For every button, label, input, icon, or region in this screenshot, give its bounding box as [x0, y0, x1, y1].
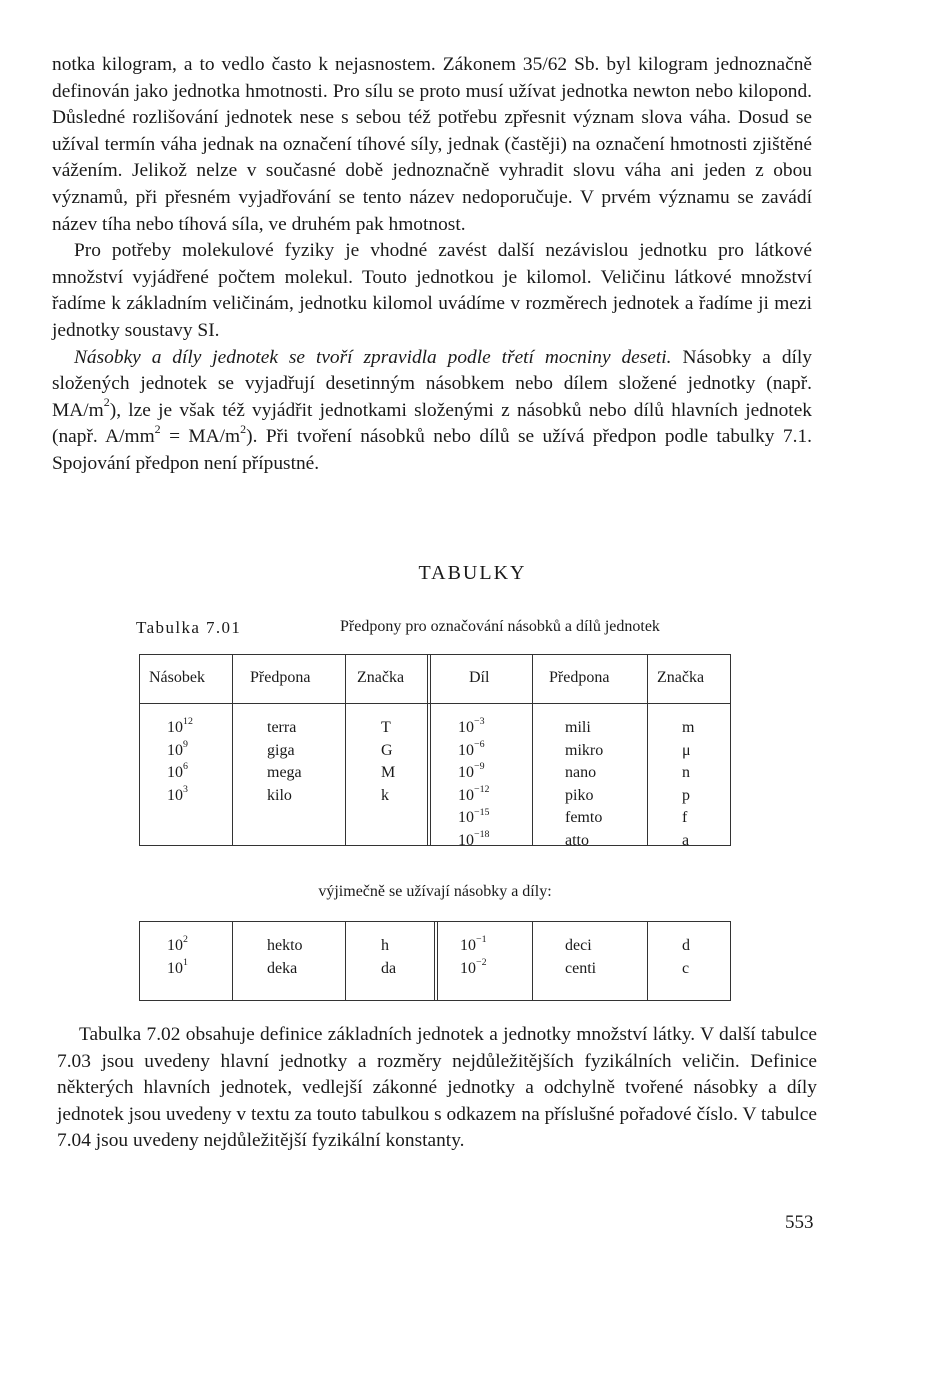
power-base: 10 — [458, 831, 474, 849]
table-cell — [167, 717, 193, 740]
table-cell — [167, 935, 188, 958]
paragraph-3-part-d: ). Při tvoření násobků nebo dílů se užívá předpon podle tabulky 7.1. Spojování předpon není přípustné. — [52, 426, 812, 474]
paragraph-2: Pro potřeby molekulové fyziky je vhodné zavést další nezávislou jednotku pro látkové množství vyjádřené počtem molekul. Touto jednotkou je kilomol. Veličinu látkové množství řadíme k základním veličinám, jednotku kilomol uvádíme v rozměrech jednotek a řadíme ji mezi jednotky soustavy SI. — [52, 240, 812, 341]
table-cell: giga — [267, 741, 295, 759]
table-label: Tabulka 7.01 — [136, 618, 242, 637]
power-exponent: 3 — [183, 783, 188, 795]
header-predpona-multiples: Předpona — [250, 669, 311, 686]
table-cell — [167, 762, 193, 785]
power-base: 10 — [458, 764, 474, 782]
superscript: 2 — [103, 395, 110, 410]
exception-multiples-powers — [167, 935, 188, 980]
table-cell: μ — [682, 741, 691, 759]
header-predpona-fractions: Předpona — [549, 669, 610, 686]
paragraph-3-italic: Násobky a díly jednotek se tvoří zpravidla podle třetí mocniny deseti. — [74, 346, 672, 368]
power-base: 10 — [167, 764, 183, 782]
superscript: 2 — [154, 422, 161, 437]
power-exponent: −12 — [474, 783, 490, 795]
exception-fractions-prefixes — [565, 935, 596, 980]
table-cell: deci — [565, 937, 592, 954]
header-znacka-fractions: Značka — [657, 669, 705, 686]
table-cell: piko — [565, 786, 594, 804]
table-cell — [167, 740, 193, 763]
table-cell — [460, 958, 487, 981]
table-cell: hekto — [267, 937, 303, 954]
table-cell: h — [381, 937, 389, 954]
body-text-top — [52, 52, 812, 478]
table-cell: centi — [565, 959, 597, 977]
table-cell — [167, 785, 193, 808]
table-cell — [458, 762, 490, 785]
exception-multiples-prefixes — [267, 935, 303, 980]
power-base: 10 — [460, 937, 476, 954]
table-cell: femto — [565, 809, 603, 827]
power-exponent: −15 — [474, 806, 490, 818]
paragraph-3-part-b: ), lze je však též vyjádřit jednotkami složenými z násobků nebo dílů hlavních jednotek (např. A/mm — [52, 399, 812, 448]
table-cell: T — [381, 719, 391, 736]
exception-note: výjimečně se užívají násobky a díly: — [318, 883, 552, 900]
paragraph-3-part-c: = MA/m — [160, 426, 241, 448]
table-cell — [458, 717, 490, 740]
table-cell: c — [682, 959, 690, 977]
table-cell: n — [682, 764, 690, 782]
table-cell: da — [381, 959, 397, 977]
power-exponent: −3 — [474, 716, 485, 728]
paragraph-3-part-a: Násobky a díly složených jednotek se vyjadřují desetinným násobkem nebo dílem složené jednotky (např. MA/m — [52, 346, 812, 421]
table-cell: k — [381, 786, 389, 804]
fractions-symbols — [682, 717, 694, 853]
table-cell — [458, 830, 490, 853]
table-cell — [460, 935, 487, 958]
table-cell — [458, 807, 490, 830]
fractions-powers — [458, 717, 490, 853]
table-cell: atto — [565, 831, 589, 849]
prefix-table — [139, 654, 731, 1001]
power-base: 10 — [458, 809, 474, 827]
table-cell: mili — [565, 719, 591, 736]
multiples-powers — [167, 717, 193, 807]
table-cell: f — [682, 809, 688, 827]
power-exponent: −2 — [476, 956, 487, 968]
power-exponent: 6 — [183, 761, 188, 773]
power-base: 10 — [458, 786, 474, 804]
power-base: 10 — [167, 786, 183, 804]
paragraph-4: Tabulka 7.02 obsahuje definice základních jednotek a jednotky množství látky. V další tabulce 7.03 jsou uvedeny hlavní jednotky a rozměry nejdůležitějších fyzikálních veličin. Definice některých hlavních jednotek, vedlejší zákonné jednotky a odchylně tvořené násobky a díly jednotek jsou uvedeny v textu za touto tabulkou s odkazem na příslušné pořadové číslo. V tabulce 7.04 jsou uvedeny nejdůležitější fyzikální konstanty. — [57, 1024, 817, 1152]
section-title: TABULKY — [418, 562, 527, 584]
table-cell: nano — [565, 764, 597, 782]
table-cell: terra — [267, 719, 297, 736]
table-cell — [458, 740, 490, 763]
table-cell: d — [682, 937, 690, 954]
superscript: 2 — [240, 422, 247, 437]
power-base: 10 — [458, 719, 474, 736]
paragraph-1: notka kilogram, a to vedlo často k nejasnostem. Zákonem 35/62 Sb. byl kilogram jednoznačně definován jako jednotka hmotnosti. Pro sílu se proto musí užívat jednotka newton nebo kilopond. Důsledné rozlišování jednotek nese s sebou též potřebu zpřesnit význam slova váha. Dosud se užíval termín váha jednak na označení tíhové síly, jednak (častěji) na označení hmotnosti zjištěné vážením. Jelikož nelze v současné době jednoznačně vyhradit slovu váha ani jeden z obou významů, při přesném vyjadřování se tento název nedoporučuje. V prvém významu se zavádí název tíha nebo tíhová síla, ve druhém pak hmotnost. — [52, 54, 812, 235]
power-exponent: 12 — [183, 716, 193, 728]
header-dil: Díl — [469, 669, 490, 686]
exception-fractions-symbols — [682, 935, 690, 980]
header-nasobek: Násobek — [149, 669, 205, 686]
page-number: 553 — [785, 1212, 814, 1233]
table-cell: a — [682, 831, 690, 849]
power-exponent: −1 — [476, 934, 487, 946]
exception-fractions-powers — [460, 935, 487, 980]
multiples-symbols — [381, 717, 395, 807]
multiples-prefixes — [267, 717, 302, 807]
power-base: 10 — [167, 937, 183, 954]
power-exponent: 2 — [183, 934, 188, 946]
table-cell: G — [381, 741, 393, 759]
power-exponent: −18 — [474, 829, 490, 841]
table-cell: mega — [267, 764, 302, 782]
power-exponent: −6 — [474, 738, 485, 750]
power-exponent: −9 — [474, 761, 485, 773]
table-cell: p — [682, 786, 690, 804]
table-cell: kilo — [267, 786, 292, 804]
exception-multiples-symbols — [381, 935, 396, 980]
table-caption: Předpony pro označování násobků a dílů jednotek — [340, 618, 660, 635]
power-exponent: 1 — [183, 956, 188, 968]
power-base: 10 — [460, 959, 476, 977]
table-cell: M — [381, 764, 396, 782]
paragraph-3 — [52, 345, 812, 478]
fractions-prefixes — [565, 717, 603, 853]
table-cell — [167, 958, 188, 981]
power-base: 10 — [167, 959, 183, 977]
table-cell: mikro — [565, 741, 604, 759]
power-base: 10 — [458, 741, 474, 759]
power-base: 10 — [167, 741, 183, 759]
table-cell: m — [682, 719, 695, 736]
table-cell: deka — [267, 959, 298, 977]
power-base: 10 — [167, 719, 183, 736]
body-text-bottom — [57, 1022, 817, 1155]
table-cell — [458, 785, 490, 808]
power-exponent: 9 — [183, 738, 188, 750]
header-znacka-multiples: Značka — [357, 669, 405, 686]
